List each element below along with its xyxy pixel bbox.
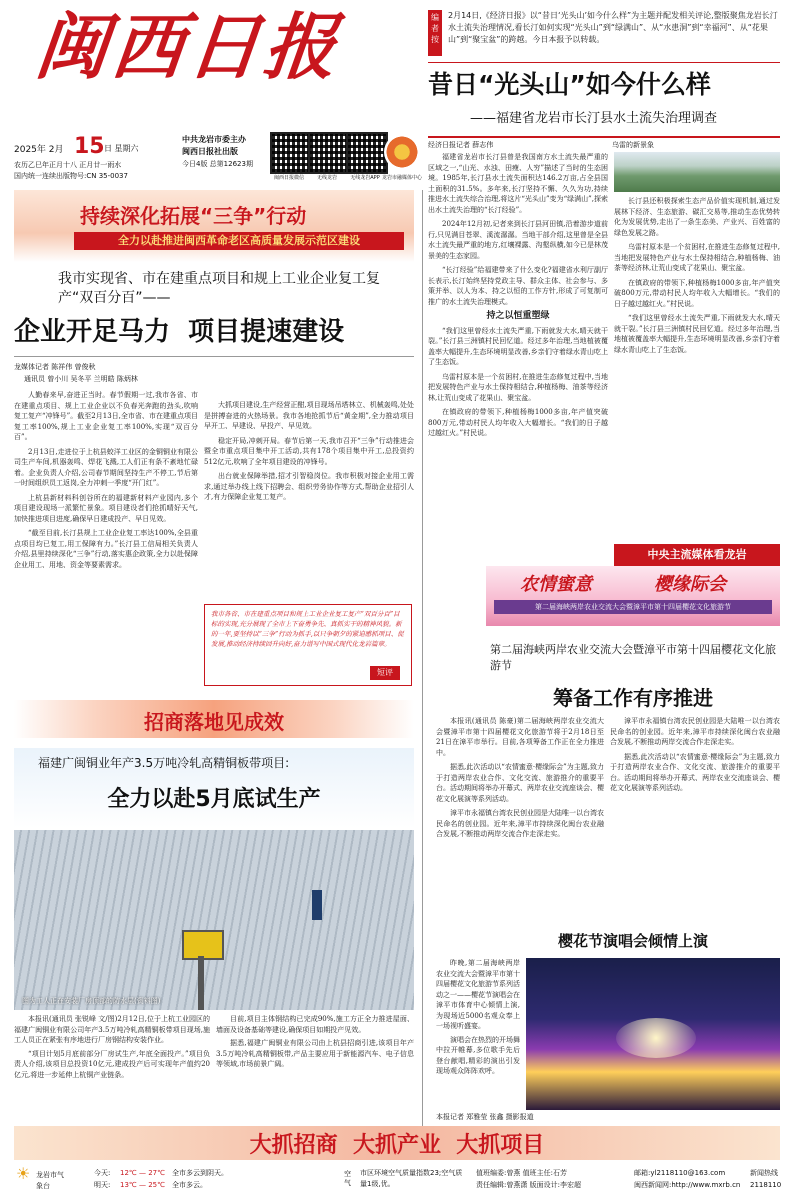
qr-label-2: 无线龙岩: [316, 175, 337, 181]
invest-kicker: 福建广闽铜业年产3.5万吨冷轧高精铜板带项目:: [38, 756, 290, 770]
concert-para-1: 昨晚,第二届海峡两岸农业交流大会暨漳平市第十四届樱花文化旅游节系列活动之一——樱花节演唱会在漳平市体育中心倾情上演,为现场近5000名观众奉上一场视听盛宴。: [436, 959, 520, 1030]
festival-para-3b: 漳平市永福镇台湾农民创业园是大陆唯一以台湾农民命名的创业园。近年来,漳平市持续深化闽台农业融合发展,不断推动两岸交流合作走深走实。: [610, 717, 780, 746]
weather-today-desc: 全市多云到阴天。: [172, 1169, 228, 1177]
festival-para-3: 漳平市永福镇台湾农民创业园是大陆唯一以台湾农民命名的创业园。近年来,漳平市持续深化闽台农业融合发展,不断推动两岸交流合作走深走实。: [436, 809, 604, 838]
lead-para-4b: “我们这里曾经水土流失严重,下雨就发大水,晴天就干裂。”长汀县三洲镇村民回忆道。经过多年治理,当地植被覆盖率大幅提升,生态环境明显改善,乡亲们守着绿水青山吃上了生态饭。: [614, 314, 780, 354]
lead-para-6b: 在镇政府的带领下,种植杨梅1000多亩,年产值突破800万元,带动村民人均年收入大幅增长。“我们的日子越过越红火。”村民说。: [614, 278, 780, 308]
lead-headline: 昔日“光头山”如今什么样: [428, 70, 711, 99]
strive-banner-title: 持续深化拓展“三争”行动: [80, 204, 307, 228]
publisher-line2: 闽西日报社出版: [182, 147, 238, 156]
invest-para-4: 据悉,福建广闽铜业有限公司由上杭县招商引进,该项目年产3.5万吨冷轧高精铜板带,产品主要应用于新能源汽车、电子信息等领域,市场前景广阔。: [216, 1039, 414, 1068]
editors-line-2: 责任编辑:曾燕潇 版面设计:李宏超: [476, 1181, 581, 1189]
lunar-date: 农历乙巳年正月十八 正月廿一雨水: [14, 161, 122, 169]
bottom-banner: [14, 1126, 780, 1160]
lead-caption: 乌雷的新景象: [612, 141, 654, 149]
qr-code-3[interactable]: [346, 132, 388, 174]
weather-tomorrow-desc: 全市多云。: [172, 1181, 207, 1189]
lead-col-2: [614, 196, 780, 526]
invest-col-1: [14, 1014, 210, 1124]
media-logo: [384, 134, 420, 170]
weather-today-temp: 12℃ — 27℃: [120, 1169, 165, 1177]
invest-banner: [14, 700, 414, 738]
worker-lift-arm: [198, 956, 204, 1010]
publisher-info: [182, 134, 264, 170]
masthead-title: 闽西日报: [31, 4, 345, 89]
lead-para-7: 长汀县还积极探索生态产品价值实现机制,通过发展林下经济、生态旅游、碳汇交易等,推动生态优势转化为发展优势,走出了一条生态美、产业兴、百姓富的绿色发展之路。: [614, 197, 780, 237]
footer: [14, 1164, 780, 1198]
strive-banner: [14, 190, 414, 262]
lead-byline: 经济日报记者 薛志伟: [428, 141, 494, 149]
date-number: 15: [74, 134, 105, 159]
invest-para-1: 本报讯(通讯员 张锐峰 文/图)2月12日,位于上杭工业园区的福建广闽铜业有限公司年产3.5万吨冷轧高精铜板带项目现场,施工人员正在紧张有序地进行厂房钢结构安装作业。: [14, 1015, 210, 1044]
concert-subhead: 樱花节演唱会倾情上演: [557, 932, 708, 950]
concert-para-2: 演唱会在热烈的开场舞中拉开帷幕,多位歌手先后登台献唱,精彩的演出引发现场观众阵阵欢呼。: [436, 1035, 520, 1075]
teaser-tag: 编者按: [428, 10, 442, 56]
invest-col-2: [216, 1014, 414, 1124]
cn-number: 国内统一连续出版物号:CN 35-0037: [14, 172, 128, 180]
strive-byline-1: 龙媒体记者 陈祥伟 曾俊秋: [14, 363, 96, 371]
qr-code-2[interactable]: [308, 132, 350, 174]
invest-photo-caption: 图为工人正在安装厂房顶部的防水层(资料图): [22, 997, 161, 1005]
lead-para-5b: 乌雷村原本是一个贫困村,在推进生态修复过程中,当地把发展特色产业与水土保持相结合,种植杨梅、油茶等经济林,让荒山变成了花果山、聚宝盆。: [614, 243, 780, 272]
hotline-number: 2118110: [750, 1181, 782, 1189]
lead-rule: [428, 136, 780, 138]
invest-para-2: “项目计划5月底前部分厂房试生产,年底全面投产。”项目负责人介绍,该项目总投资10亿元,建成投产后可实现年产值约20亿元,将进一步延伸上杭铜产业链条。: [14, 1049, 210, 1079]
strive-para-7: 出台就业保障举措,招才引智稳岗位。我市积极对接企业用工需求,通过举办线上线下招聘会、组织劳务协作等方式,帮助企业招引人才,有力保障企业复工复产。: [204, 472, 414, 501]
central-media-tag: 中央主流媒体看龙岩: [614, 544, 780, 566]
festival-col-1: [436, 716, 604, 922]
lead-para-4: “我们这里曾经水土流失严重,下雨就发大水,晴天就干裂。”长汀县三洲镇村民回忆道。经过多年治理,当地植被覆盖率大幅提升,生态环境明显改善,乡亲们守着绿水青山吃上了生态饭。: [428, 326, 608, 366]
invest-photo: [14, 830, 414, 1010]
lead-para-1: 福建省龙岩市长汀县曾是我国南方水土流失最严重的区域之一,“山光、水浊、田瘦、人穷”描述了当时的生态困境。1985年,长汀县水土流失面积达146.2万亩,占全县国土面积的31.5%。多年来,长汀坚持不懈、久久为功,持续推进水土流失综合治理,将这片“光头山”变为“绿满山”,探索出水土流失治理的“长汀经验”。: [428, 153, 608, 214]
strive-banner-sub: 全力以赴推进闽西革命老区高质量发展示范区建设: [74, 232, 404, 250]
festival-banner-right: 樱缘际会: [654, 574, 726, 595]
bottom-banner-text: 大抓招商 大抓产业 大抓项目: [249, 1133, 545, 1158]
hotline-label: 新闻热线: [750, 1169, 778, 1177]
contact-web[interactable]: 闽西新闻网:http://www.mxrb.cn: [634, 1181, 741, 1189]
lead-para-6: 在镇政府的带领下,种植杨梅1000多亩,年产值突破800万元,带动村民人均年收入大幅增长。“我们的日子越过越红火。”村民说。: [428, 408, 608, 437]
festival-kicker: 第二届海峡两岸农业交流大会暨漳平市第十四届樱花文化旅游节: [490, 643, 776, 672]
festival-para-2b: 据悉,此次活动以“农情蜜意·樱缘际会”为主题,致力于打造两岸农业合作、文化交流、旅游推介的重要平台。活动期间将举办开幕式、两岸农业交流座谈会、樱花文化展演等系列活动。: [610, 752, 780, 792]
invest-head-box: [14, 748, 414, 828]
strive-para-2: 2月13日,走进位于上杭县蛟洋工业区的金铜铜业有限公司生产车间,机器轰鸣、焊花飞溅,工人们正有条不紊地忙碌着。企业负责人介绍,公司春节期间坚持生产不停工,节后第一时间组织员工返岗,全力冲刺一季度“开门红”。: [14, 447, 198, 487]
strive-para-4: “截至目前,长汀县规上工业企业复工率达100%,全县重点项目均已复工,用工保障有力。”长汀县工信局相关负责人介绍,县里持续深化“三争”行动,落实惠企政策,全力以赴保障企业用工、用地、资金等要素需求。: [14, 529, 198, 569]
festival-banner-left: 农情蜜意: [520, 574, 592, 595]
strive-commentary: 我市各省、市在建重点项目和规上工业企业复工复产“双百分百”目标的实现,充分展现了全市上下奋勇争先、真抓实干的精神风貌。新的一年,要坚持以“三争”行动为抓手,以只争朝夕的紧迫感抓项目、促发展,推动经济持续回升向好,奋力谱写中国式现代化龙岩篇章。: [211, 610, 404, 648]
air-label: 空气: [344, 1170, 351, 1187]
weather-tomorrow-temp: 13℃ — 25℃: [120, 1181, 165, 1189]
strive-kicker: 我市实现省、市在建重点项目和规上工业企业复工复产“双百分百”——: [58, 271, 380, 306]
strive-commentary-tag: 短评: [370, 666, 400, 680]
festival-banner: [486, 566, 780, 626]
strive-byline-2: 通讯员 曾小川 吴冬平 兰明皓 陈炳林: [24, 375, 138, 383]
festival-para-2: 据悉,此次活动以“农情蜜意·樱缘际会”为主题,致力于打造两岸农业合作、文化交流、旅游推介的重要平台。活动期间将举办开幕式、两岸农业交流座谈会、樱花文化展演等系列活动。: [436, 763, 604, 803]
sun-icon: ☀: [16, 1164, 31, 1183]
strive-para-6: 稳定开局,冲刺开局。春节后第一天,我市召开“三争”行动推进会暨全市重点项目集中开工活动,共有178个项目集中开工,总投资约512亿元,吹响了全年项目建设的冲锋号。: [204, 436, 414, 466]
lead-para-2: 2024年12月初,记者来到长汀县河田镇,沿着游步道前行,只见满目苍翠、溪流潺潺。当地干部介绍,这里曾是全县水土流失最严重的地方,红壤裸露、沟壑纵横,如今已是林茂景美的生态家园。: [428, 220, 608, 260]
concert-byline: 本报记者 郑雅莹 张鑫 摄影报道: [436, 1113, 534, 1121]
teaser-text: 2月14日,《经济日报》以“昔日‘光头山’如今什么样”为主题并配发相关评论,整版聚焦龙岩长汀水土流失治理情况,看长汀如何实现“光头山”到“绿满山”、从“水患洞”到“幸福河”、从“花果山”到“聚宝盆”的跨越。今日本报予以转载。: [448, 11, 778, 44]
stage-glow: [616, 1018, 696, 1058]
editors-line-1: 值班编委:曾燕 值班主任:石芳: [476, 1169, 567, 1177]
qr-code-1[interactable]: [270, 132, 312, 174]
weather-today-label: 今天:: [94, 1169, 111, 1177]
lead-para-3: “长汀经验”给福建带来了什么变化?福建省水利厅副厅长表示,长汀始终坚持党政主导、群众主体、社会参与、多策并举、以人为本、持之以恒的工作方针,形成了可复制可推广的水土流失治理模式。: [428, 266, 608, 306]
qr-label-1: 闽西日报微信: [273, 175, 304, 181]
festival-headline: 筹备工作有序推进: [553, 686, 713, 710]
invest-headline: 全力以赴5月底试生产: [107, 787, 321, 812]
date-month: 2025年 2月: [14, 145, 64, 155]
weather-tomorrow-label: 明天:: [94, 1181, 111, 1189]
strive-para-1: 人勤春来早,奋进正当时。春节假期一过,我市各省、市在建重点项目、规上工业企业以不负春光奔跑的劲头,吹响复工复产“冲锋号”。截至2月13日,全市省、市在建重点项目复工率100%,规上工业企业复工率100%,实现“双百分百”。: [14, 391, 198, 441]
qr-label-3: 无线龙岩APP: [350, 175, 380, 181]
date-block: [14, 134, 174, 182]
festival-col-2: [610, 716, 780, 922]
issue-info: 今日4版 总第12623期: [182, 160, 253, 168]
lead-para-5: 乌雷村原本是一个贫困村,在推进生态修复过程中,当地把发展特色产业与水土保持相结合,种植杨梅、油茶等经济林,让荒山变成了花果山、聚宝盆。: [428, 372, 608, 402]
column-divider: [422, 190, 423, 1130]
festival-para-1: 本报讯(通讯员 陈豪)第二届海峡两岸农业交流大会暨漳平市第十四届樱花文化旅游节将于2月18日至21日在漳平市举行。目前,各项筹备工作正在全力推进中。: [436, 717, 604, 757]
strive-col-1: [14, 390, 198, 686]
invest-para-3: 目前,项目主体钢结构已完成90%,施工方正全力推进屋面、墙面及设备基础等建设,确保项目如期投产见效。: [216, 1015, 414, 1034]
invest-banner-title: 招商落地见成效: [144, 710, 284, 734]
qr-code-row: [270, 132, 423, 182]
weather-city: 龙岩市气象台: [36, 1171, 64, 1190]
lead-photo: [614, 152, 780, 192]
strive-para-3: 上杭县新材料科创谷所在的福建新材料产业园内,多个项目建设现场一派繁忙景象。项目建设者们抢抓晴好天气,加快推进项目进度,确保早日建成投产、早日见效。: [14, 493, 198, 523]
lead-subhead: ——福建省龙岩市长汀县水土流失治理调查: [470, 111, 718, 126]
concert-col: [436, 958, 520, 1122]
strive-para-5: 大抓项目建设,生产经营正酣,项目现场吊塔林立、机械轰鸣,处处是拼搏奋进的火热场景。我市各地抢抓节后“黄金期”,全力推动项目早开工、早建设、早投产、早见效。: [204, 401, 414, 430]
qr-label-4: 龙岩市融媒体中心: [382, 175, 423, 181]
air-quality: 市区环境空气质量指数23;空气质量1级,优。: [360, 1169, 463, 1188]
worker-figure: [312, 890, 322, 920]
lead-subhead-2: 持之以恒重塑绿: [486, 311, 550, 321]
publisher-line1: 中共龙岩市委主办: [182, 135, 246, 144]
teaser-rule: [428, 62, 780, 63]
festival-banner-sub: 第二届海峡两岸农业交流大会暨漳平市第十四届樱花文化旅游节: [494, 600, 772, 614]
lead-col-1: [428, 152, 608, 560]
contact-email[interactable]: 邮箱:yl2118110@163.com: [634, 1169, 726, 1177]
concert-photo: [526, 958, 780, 1110]
strive-col-2-text: [204, 400, 414, 600]
strive-headline: 企业开足马力 项目提速建设: [14, 317, 345, 347]
date-weekday: 日 星期六: [104, 144, 139, 153]
